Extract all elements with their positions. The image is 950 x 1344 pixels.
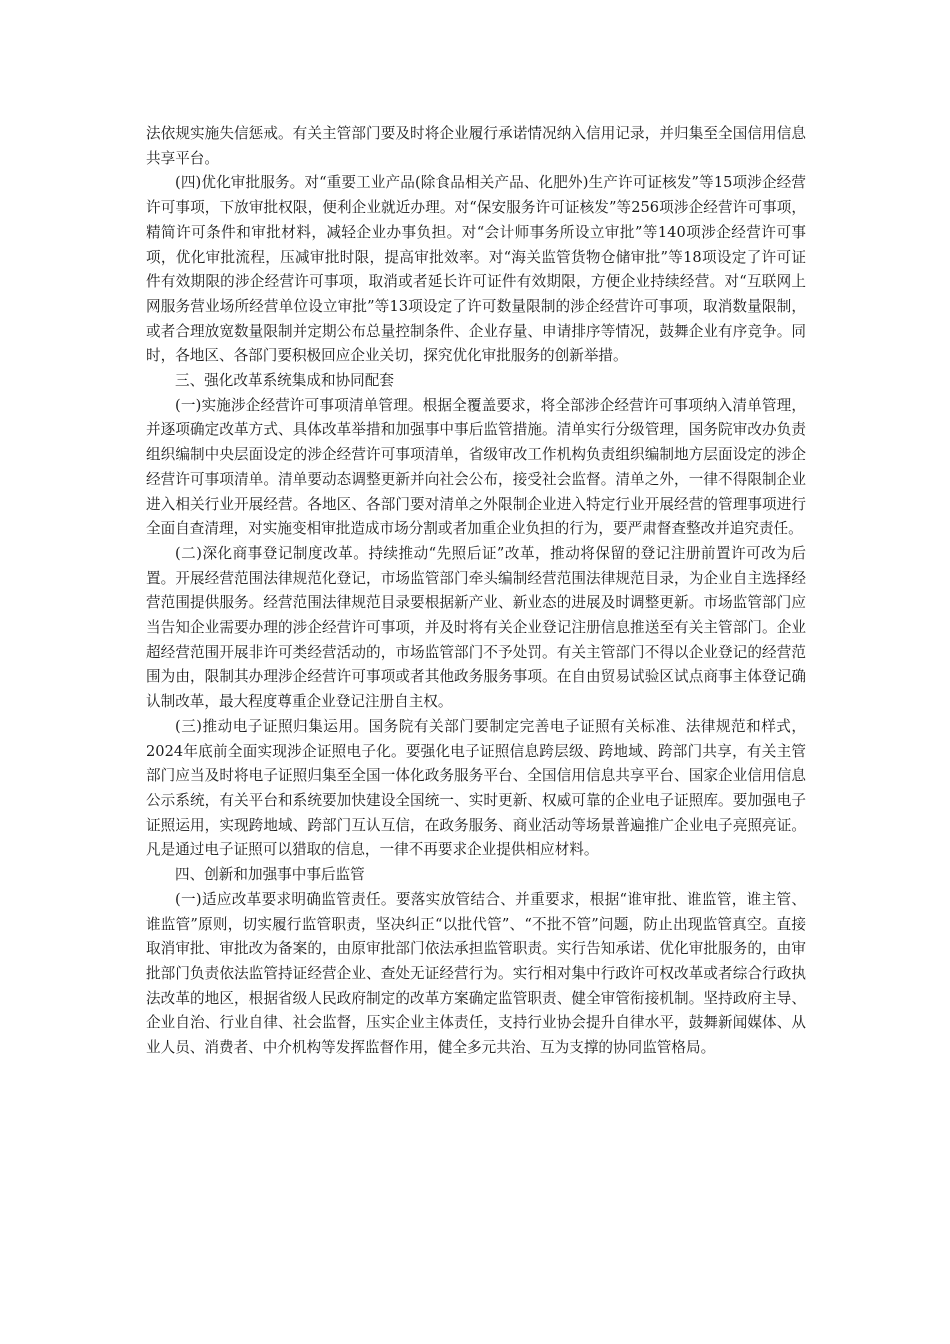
document-body (146, 122, 806, 1061)
paragraph-electronic-license: (三)推动电子证照归集运用。国务院有关部门要制定完善电子证照有关标准、法律规范和样式，2024年底前全面实现涉企证照电子化。要强化电子证照信息跨层级、跨地域、跨部门共享，有关主管部门应当及时将电子证照归集至全国一体化政务服务平台、全国信用信息共享平台、国家企业信用信息公示系统，有关平台和系统要加快建设全国统一、实时更新、权威可靠的企业电子证照库。要加强电子证照运用，实现跨地域、跨部门互认互信，在政务服务、商业活动等场景普遍推广企业电子亮照亮证。凡是通过电子证照可以猎取的信息，一律不再要求企业提供相应材料。 (146, 717, 806, 859)
paragraph-continuation: 法依规实施失信惩戒。有关主管部门要及时将企业履行承诺情况纳入信用记录，并归集至全国信用信息共享平台。 (146, 125, 806, 167)
paragraph-list-management: (一)实施涉企经营许可事项清单管理。根据全覆盖要求，将全部涉企经营许可事项纳入清单管理，并逐项确定改革方式、具体改革举措和加强事中事后监管措施。清单实行分级管理，国务院审改办负责组织编制中央层面设定的涉企经营许可事项清单，省级审改工作机构负责组织编制地方层面设定的涉企经营许可事项清单。清单要动态调整更新并向社会公布，接受社会监督。清单之外，一律不得限制企业进入相关行业开展经营。各地区、各部门要对清单之外限制企业进入特定行业开展经营的管理事项进行全面自查清理，对实施变相审批造成市场分割或者加重企业负担的行为，要严肃督查整改并追究责任。 (146, 396, 806, 538)
paragraph-optimize-approval: (四)优化审批服务。对“重要工业产品(除食品相关产品、化肥外)生产许可证核发”等15项涉企经营许可事项，下放审批权限，便利企业就近办理。对“保安服务许可证核发”等256项涉企经营许可事项，精简许可条件和审批材料，减轻企业办事负担。对“会计师事务所设立审批”等140项涉企经营许可事项，优化审批流程，压减审批时限，提高审批效率。对“海关监管货物仓储审批”等18项设定了许可证件有效期限的涉企经营许可事项，取消或者延长许可证件有效期限，方便企业持续经营。对“互联网上网服务营业场所经营单位设立审批”等13项设定了许可数量限制的涉企经营许可事项，取消数量限制，或者合理放宽数量限制并定期公布总量控制条件、企业存量、申请排序等情况，鼓舞企业有序竞争。同时，各地区、各部门要积极回应企业关切，探究优化审批服务的创新举措。 (146, 174, 806, 365)
paragraph-supervision-responsibility: (一)适应改革要求明确监管责任。要落实放管结合、并重要求，根据“谁审批、谁监管，谁主管、谁监管”原则，切实履行监管职责，坚决纠正“以批代管”、“不批不管”问题，防止出现监管真空。直接取消审批、审批改为备案的，由原审批部门依法承担监管职责。实行告知承诺、优化审批服务的，由审批部门负责依法监管持证经营企业、查处无证经营行为。实行相对集中行政许可权改革或者综合行政执法改革的地区，根据省级人民政府制定的改革方案确定监管职责、健全审管衔接机制。坚持政府主导、企业自治、行业自律、社会监督，压实企业主体责任，支持行业协会提升自律水平，鼓舞新闻媒体、从业人员、消费者、中介机构等发挥监督作用，健全多元共治、互为支撑的协同监管格局。 (146, 890, 806, 1057)
section-heading-3: 三、强化改革系统集成和协同配套 (175, 372, 394, 390)
paragraph-commercial-registration: (二)深化商事登记制度改革。持续推动“先照后证”改革，推动将保留的登记注册前置许可改为后置。开展经营范围法律规范化登记，市场监管部门牵头编制经营范围法律规范目录，为企业自主选择经营范围提供服务。经营范围法律规范目录要根据新产业、新业态的进展及时调整更新。市场监管部门应当告知企业需要办理的涉企经营许可事项，并及时将有关企业登记注册信息推送至有关主管部门。企业超经营范围开展非许可类经营活动的，市场监管部门不予处罚。有关主管部门不得以企业登记的经营范围为由，限制其办理涉企经营许可事项或者其他政务服务事项。在自由贸易试验区试点商事主体登记确认制改革，最大程度尊重企业登记注册自主权。 (146, 544, 806, 711)
section-heading-4: 四、创新和加强事中事后监管 (175, 866, 365, 884)
